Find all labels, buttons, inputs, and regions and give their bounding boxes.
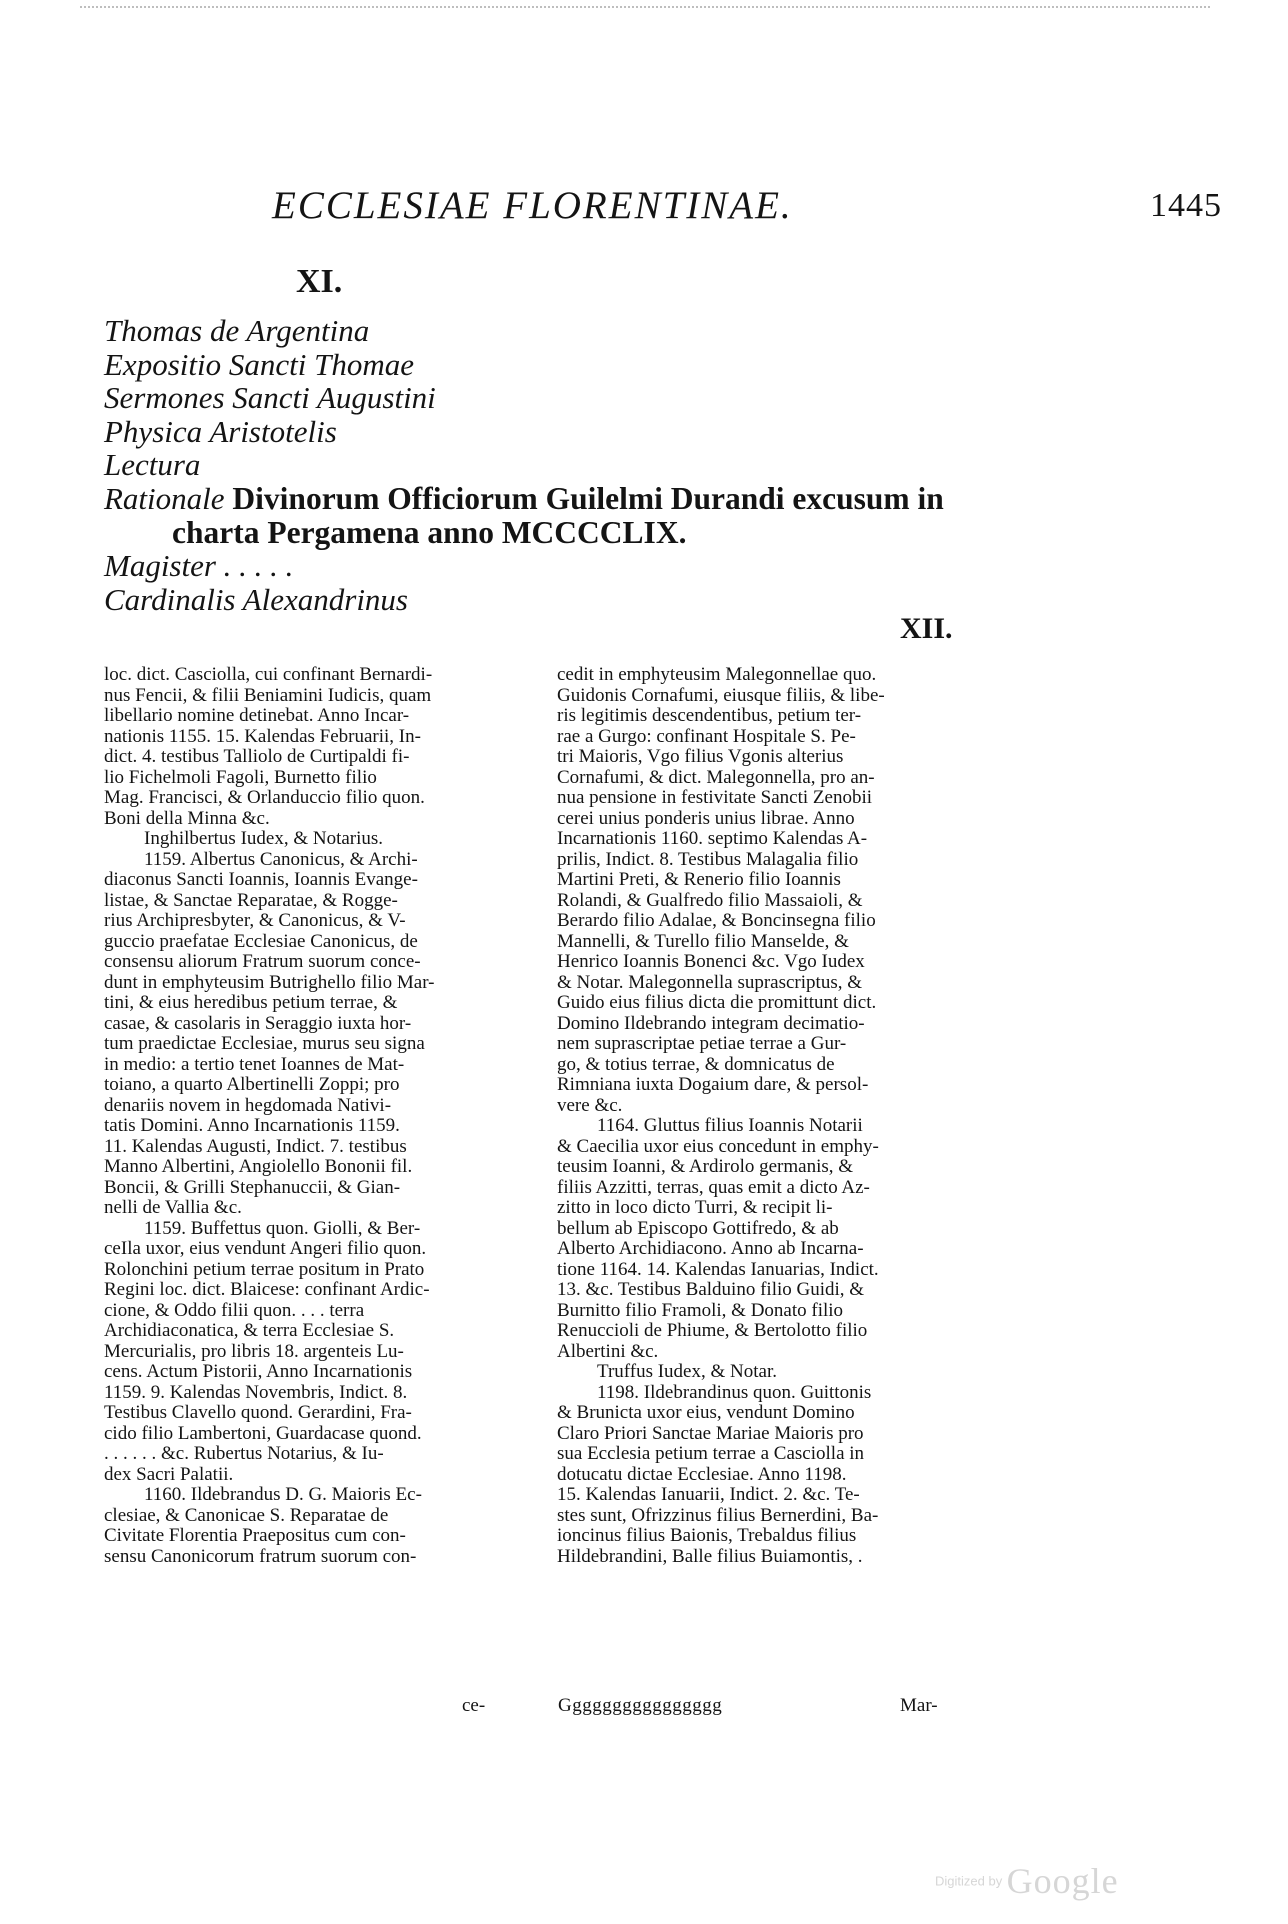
right-text-column xyxy=(557,665,987,1567)
catchword-right: Mar- xyxy=(900,1695,938,1716)
book-item: Thomas de Argentina xyxy=(104,313,370,348)
section-heading-xii: XII. xyxy=(900,612,953,645)
text-line: Domino Ildebrando integram decimatio- xyxy=(557,1013,865,1034)
google-logo: Google xyxy=(1006,1861,1119,1901)
text-line: toiano, a quarto Albertinelli Zoppi; pro xyxy=(104,1075,400,1095)
text-line: Berardo filio Adalae, & Boncinsegna filio xyxy=(557,911,876,931)
text-line: Mannelli, & Turello filio Manselde, & xyxy=(557,931,849,952)
text-line: Incarnationis 1160. septimo Kalendas A- xyxy=(557,829,868,849)
digitized-watermark xyxy=(935,1860,1119,1902)
text-line: Rolonchini petium terrae positum in Prato xyxy=(104,1259,425,1280)
text-line: Rolandi, & Gualfredo filio Massaioli, & xyxy=(557,890,863,911)
text-line: Cornafumi, & dict. Malegonnella, pro an- xyxy=(557,767,875,788)
text-line: 13. &c. Testibus Balduino filio Guidi, & xyxy=(557,1280,865,1300)
text-line: lio Fichelmoli Fagoli, Burnetto filio xyxy=(104,767,377,788)
text-line: sua Ecclesia petium terrae a Casciolla in xyxy=(557,1444,865,1464)
text-line: nua pensione in festivitate Sancti Zenobii xyxy=(557,788,873,808)
text-line: Henrico Ioannis Bonenci &c. Vgo Iudex xyxy=(557,952,865,972)
text-line: Martini Preti, & Renerio filio Ioannis xyxy=(557,870,841,890)
text-line: tione 1164. 14. Kalendas Ianuarias, Indict. xyxy=(557,1259,879,1280)
text-line: Guido eius filius dicta die promittunt dict. xyxy=(557,993,877,1013)
text-line: Albertini &c. xyxy=(557,1341,659,1362)
text-line: Rimniana iuxta Dogaium dare, & persol- xyxy=(557,1075,869,1095)
text-line: rius Archipresbyter, & Canonicus, & V- xyxy=(104,911,406,931)
text-line: tum praedictae Ecclesiae, murus seu signa xyxy=(104,1034,425,1054)
text-line: tri Maioris, Vgo filius Vgonis alterius xyxy=(557,747,844,767)
book-item: Physica Aristotelis xyxy=(104,413,337,449)
text-line: 1198. Ildebrandinus quon. Guittonis xyxy=(597,1382,872,1403)
text-line: guccio praefatae Ecclesiae Canonicus, de xyxy=(104,931,418,952)
section-heading-xi: XI. xyxy=(296,263,343,300)
text-line: nus Fencii, & filii Beniamini Iudicis, quam xyxy=(104,685,432,706)
text-line: teusim Ioanni, & Ardirolo germanis, & xyxy=(557,1157,854,1177)
text-line: go, & totius terrae, & domnicatus de xyxy=(557,1054,835,1075)
text-line: 1159. Albertus Canonicus, & Archi- xyxy=(144,849,418,870)
text-line: . . . . . . &c. Rubertus Notarius, & Iu- xyxy=(104,1444,384,1464)
book-item: Sermones Sancti Augustini xyxy=(104,380,436,416)
text-line: Regini loc. dict. Blaicese: confinant Ardic- xyxy=(104,1280,430,1300)
text-line: dotucatu dictae Ecclesiae. Anno 1198. xyxy=(557,1464,847,1485)
text-line: nationis 1155. 15. Kalendas Februarii, In- xyxy=(104,726,421,747)
page-number: 1445 xyxy=(1150,187,1222,224)
text-line: consensu aliorum Fratrum suorum conce- xyxy=(104,952,421,972)
watermark-prefix: Digitized by xyxy=(935,1873,1003,1889)
signature-mark: Gggggggggggggggg xyxy=(558,1695,723,1716)
text-line: dex Sacri Palatii. xyxy=(104,1464,234,1485)
text-line: diaconus Sancti Ioannis, Ioannis Evange- xyxy=(104,870,418,890)
text-line: Claro Priori Sanctae Mariae Maioris pro xyxy=(557,1423,864,1444)
text-line: Testibus Clavello quond. Gerardini, Fra- xyxy=(104,1403,412,1423)
text-line: cens. Actum Pistorii, Anno Incarnationis xyxy=(104,1362,413,1382)
text-line: ioncinus filius Baionis, Trebaldus filius xyxy=(557,1526,857,1546)
text-line: zitto in loco dicto Turri, & recipit li- xyxy=(557,1198,833,1218)
text-line: listae, & Sanctae Reparatae, & Rogge- xyxy=(104,890,398,911)
text-line: tatis Domini. Anno Incarnationis 1159. xyxy=(104,1116,400,1136)
text-line: vere &c. xyxy=(557,1095,623,1116)
text-line: dict. 4. testibus Talliolo de Curtipaldi fi- xyxy=(104,747,410,767)
text-line: Archidiaconatica, & terra Ecclesiae S. xyxy=(104,1321,395,1341)
text-line: Manno Albertini, Angiolello Bononii fil. xyxy=(104,1157,413,1177)
scan-edge-noise xyxy=(80,6,1210,24)
text-line: Burnitto filio Framoli, & Donato filio xyxy=(557,1300,844,1321)
text-line: sensu Canonicorum fratrum suorum con- xyxy=(104,1546,417,1567)
text-line: bellum ab Episcopo Gottifredo, & ab xyxy=(557,1218,839,1239)
text-line: nelli de Vallia &c. xyxy=(104,1198,242,1218)
text-line: Mercurialis, pro libris 18. argenteis Lu- xyxy=(104,1341,404,1362)
text-line: casae, & casolaris in Seraggio iuxta hor- xyxy=(104,1013,412,1034)
running-head-title: ECCLESIAE FLORENTINAE. xyxy=(272,184,793,227)
text-line: libellario nomine detinebat. Anno Incar- xyxy=(104,706,410,726)
text-line: ceIla uxor, eius vendunt Angeri filio quon. xyxy=(104,1239,427,1259)
text-line: 11. Kalendas Augusti, Indict. 7. testibus xyxy=(104,1136,407,1157)
text-line: & Brunicta uxor eius, vendunt Domino xyxy=(557,1403,855,1423)
text-line: dunt in emphyteusim Butrighello filio Mar- xyxy=(104,972,435,993)
text-line: rae a Gurgo: confinant Hospitale S. Pe- xyxy=(557,726,856,747)
text-line: cido filio Lambertoni, Guardacase quond. xyxy=(104,1423,422,1444)
text-line: Boncii, & Grilli Stephanuccii, & Gian- xyxy=(104,1177,401,1198)
text-line: nem suprascriptae petiae terrae a Gur- xyxy=(557,1034,847,1054)
text-line: Alberto Archidiacono. Anno ab Incarna- xyxy=(557,1239,864,1259)
text-line: stes sunt, Ofrizzinus filius Bernerdini, Ba- xyxy=(557,1505,879,1526)
text-line: Hildebrandini, Balle filius Buiamontis, . xyxy=(557,1546,863,1567)
text-line: Truffus Iudex, & Notar. xyxy=(597,1362,777,1382)
text-line: Guidonis Cornafumi, eiusque filiis, & libe- xyxy=(557,685,885,706)
text-line: 1159. Buffettus quon. Giolli, & Ber- xyxy=(144,1218,421,1239)
text-line: in medio: a tertio tenet Ioannes de Mat- xyxy=(104,1054,405,1075)
text-line: 1164. Gluttus filius Ioannis Notarii xyxy=(597,1116,863,1136)
text-line: 15. Kalendas Ianuarii, Indict. 2. &c. Te- xyxy=(557,1485,860,1505)
book-item: Lectura xyxy=(104,447,201,483)
text-line: ris legitimis descendentibus, petium ter- xyxy=(557,706,862,726)
book-item: Expositio Sancti Thomae xyxy=(104,346,414,382)
text-line: clesiae, & Canonicae S. Reparatae de xyxy=(104,1505,389,1526)
text-line: & Notar. Malegonnella suprascriptus, & xyxy=(557,972,862,993)
text-line: filiis Azzitti, terras, quas emit a dicto Az- xyxy=(557,1177,870,1198)
text-line: Boni della Minna &c. xyxy=(104,808,270,829)
text-line: 1160. Ildebrandus D. G. Maioris Ec- xyxy=(144,1485,422,1505)
text-line: cedit in emphyteusim Malegonnellae quo. xyxy=(557,665,877,685)
text-line: 1159. 9. Kalendas Novembris, Indict. 8. xyxy=(104,1382,408,1403)
text-line: & Caecilia uxor eius concedunt in emphy- xyxy=(557,1136,879,1157)
book-list xyxy=(104,314,1114,616)
text-line: Inghilbertus Iudex, & Notarius. xyxy=(144,829,384,849)
text-line: cerei unius ponderis unius librae. Anno xyxy=(557,808,855,829)
text-line: tini, & eius heredibus petium terrae, & xyxy=(104,993,398,1013)
text-line: Civitate Florentia Praepositus cum con- xyxy=(104,1526,406,1546)
text-line: Renuccioli de Phiume, & Bertolotto filio xyxy=(557,1321,868,1341)
text-line: prilis, Indict. 8. Testibus Malagalia filio xyxy=(557,849,859,870)
text-line: denariis novem in hegdomada Nativi- xyxy=(104,1095,392,1116)
book-item: Rationale Divinorum Officiorum Guilelmi Durandi excusum in xyxy=(104,480,944,516)
book-item: Magister . . . . . xyxy=(104,548,294,584)
catchword-left: ce- xyxy=(462,1695,486,1716)
text-line: Mag. Francisci, & Orlanduccio filio quon. xyxy=(104,788,425,808)
text-line: loc. dict. Casciolla, cui confinant Bernardi- xyxy=(104,665,433,685)
left-text-column xyxy=(104,665,536,1567)
book-item-continuation: charta Pergamena anno MCCCCLIX. xyxy=(172,514,687,550)
text-line: cione, & Oddo filii quon. . . . terra xyxy=(104,1300,365,1321)
book-item: Cardinalis Alexandrinus xyxy=(104,581,408,617)
